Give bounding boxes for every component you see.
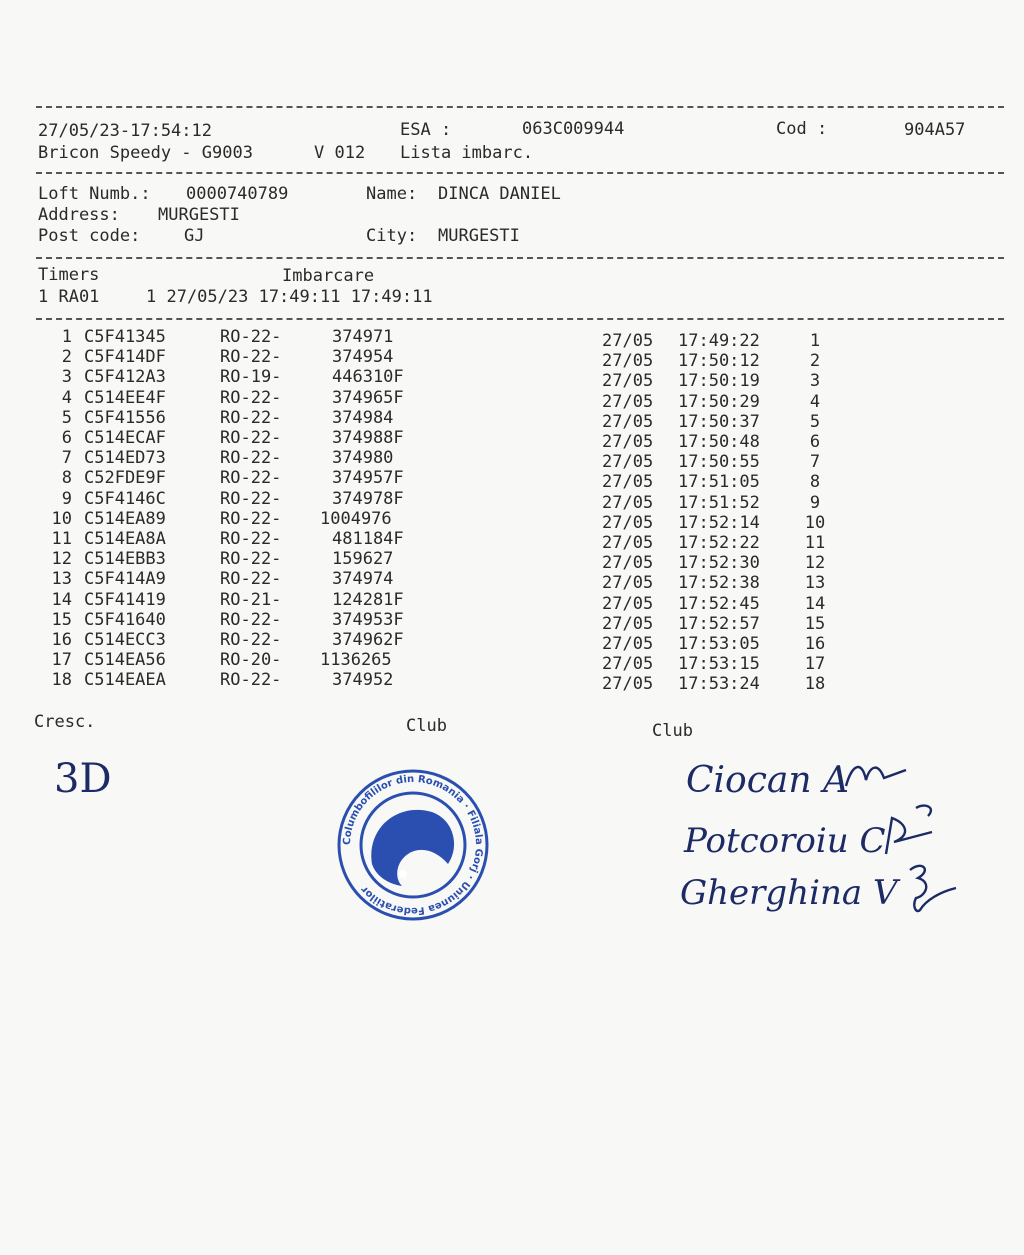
entry-chip: C514EA8A xyxy=(84,529,166,549)
svg-text:Columbofililor din Romania · F: Columbofililor din Romania · Filiala Gorj · Uniunea Federatiilor xyxy=(341,773,485,917)
entry-n: 4 xyxy=(61,387,72,408)
entry-chip: C5F41556 xyxy=(84,407,166,428)
entry-time: 17:52:38 xyxy=(678,573,760,594)
entry-date: 27/05 xyxy=(602,573,654,594)
entry-chip: C5F412A3 xyxy=(84,367,166,388)
table-row xyxy=(0,367,1024,392)
entry-chip: C514EE4F xyxy=(84,387,166,408)
entry-n: 2 xyxy=(61,347,72,368)
entry-n: 3 xyxy=(61,367,72,388)
entry-n: 15 xyxy=(51,609,72,630)
entry-ring: 374962F xyxy=(332,630,404,650)
handwritten-mark: 3D xyxy=(54,756,112,802)
entry-chip: C514EAEA xyxy=(84,670,166,691)
table-row xyxy=(0,508,1024,533)
entry-prefix: RO-22- xyxy=(220,670,282,691)
entry-time: 17:53:24 xyxy=(678,674,760,695)
table-row xyxy=(0,650,1024,675)
header-esa-label: ESA : xyxy=(400,120,452,140)
timer-values: 1 27/05/23 17:49:11 17:49:11 xyxy=(146,287,433,307)
table-row xyxy=(0,407,1024,432)
entry-prefix: RO-22- xyxy=(220,387,282,408)
entry-n: 6 xyxy=(61,428,72,448)
svg-text:Potcoroiu C: Potcoroiu C xyxy=(684,821,886,861)
entry-n: 9 xyxy=(61,488,72,509)
signature-gherghina xyxy=(676,852,966,926)
entry-date: 27/05 xyxy=(602,593,654,614)
header-esa-value: 063C009944 xyxy=(522,119,625,139)
entry-time: 17:51:52 xyxy=(678,492,760,513)
entry-ring: 374974 xyxy=(332,569,394,590)
entry-pos: 11 xyxy=(804,533,826,553)
entry-pos: 2 xyxy=(809,351,821,372)
post-code-value: GJ xyxy=(184,226,205,246)
entry-time: 17:50:29 xyxy=(678,391,760,412)
entry-n: 1 xyxy=(61,327,72,347)
entry-ring: 481184F xyxy=(332,529,404,549)
entry-prefix: RO-20- xyxy=(220,650,282,671)
svg-text:Ciocan A: Ciocan A xyxy=(686,760,849,801)
entry-ring: 124281F xyxy=(332,589,404,610)
entry-time: 17:49:22 xyxy=(678,331,760,351)
table-row xyxy=(0,670,1024,695)
entry-date: 27/05 xyxy=(602,472,654,493)
address-value: MURGESTI xyxy=(158,205,240,225)
table-row xyxy=(0,589,1024,614)
entry-ring: 374965F xyxy=(332,387,404,408)
entry-pos: 10 xyxy=(804,512,826,533)
table-row xyxy=(0,428,1024,452)
table-row xyxy=(0,630,1024,654)
entry-chip: C5F414DF xyxy=(84,347,166,368)
owner-name: DINCA DANIEL xyxy=(438,184,561,204)
entry-date: 27/05 xyxy=(602,634,654,654)
entry-prefix: RO-22- xyxy=(220,468,282,489)
entry-ring: 374988F xyxy=(332,428,404,448)
entry-pos: 16 xyxy=(804,634,826,654)
table-row xyxy=(0,488,1024,513)
entry-prefix: RO-22- xyxy=(220,428,282,448)
entry-chip: C514EA89 xyxy=(84,508,166,529)
entry-n: 7 xyxy=(61,448,72,469)
cresc-label: Cresc. xyxy=(34,712,96,732)
separator-loft xyxy=(36,257,1004,259)
header-cod-label: Cod : xyxy=(776,119,828,139)
entry-time: 17:51:05 xyxy=(678,472,760,493)
table-row xyxy=(0,609,1024,634)
entry-n: 13 xyxy=(51,569,72,590)
entry-ring: 159627 xyxy=(332,549,394,570)
table-row xyxy=(0,387,1024,412)
entry-pos: 3 xyxy=(809,371,821,392)
table-row xyxy=(0,529,1024,553)
entry-time: 17:52:22 xyxy=(678,533,760,553)
svg-text:Gherghina V: Gherghina V xyxy=(680,873,898,913)
entry-chip: C514EA56 xyxy=(84,650,166,671)
entry-n: 11 xyxy=(51,529,72,549)
entry-prefix: RO-22- xyxy=(220,529,282,549)
table-row xyxy=(0,468,1024,493)
entry-date: 27/05 xyxy=(602,331,654,351)
club-label-2: Club xyxy=(652,721,693,741)
entry-pos: 9 xyxy=(809,492,821,513)
entry-date: 27/05 xyxy=(602,452,654,473)
entry-chip: C52FDE9F xyxy=(84,468,166,489)
entry-pos: 15 xyxy=(804,613,826,634)
entry-time: 17:53:15 xyxy=(678,654,760,675)
entry-prefix: RO-22- xyxy=(220,609,282,630)
entry-n: 8 xyxy=(61,468,72,489)
entry-chip: C5F414A9 xyxy=(84,569,166,590)
entry-prefix: RO-22- xyxy=(220,407,282,428)
entry-time: 17:52:57 xyxy=(678,613,760,634)
entry-ring: 1004976 xyxy=(320,508,392,529)
name-label: Name: xyxy=(366,184,418,204)
entry-prefix: RO-22- xyxy=(220,347,282,368)
entry-n: 5 xyxy=(61,407,72,428)
entry-date: 27/05 xyxy=(602,674,654,695)
entry-pos: 8 xyxy=(809,472,821,493)
imbarcare-label: Imbarcare xyxy=(282,266,375,286)
table-row xyxy=(0,448,1024,473)
entry-date: 27/05 xyxy=(602,512,654,533)
header-list-title: Lista imbarc. xyxy=(400,143,534,163)
entry-pos: 1 xyxy=(809,331,821,351)
entry-time: 17:53:05 xyxy=(678,634,760,654)
club-stamp-seal xyxy=(336,768,490,922)
entry-chip: C5F41419 xyxy=(84,589,166,610)
entry-ring: 374957F xyxy=(332,468,404,489)
entry-prefix: RO-22- xyxy=(220,508,282,529)
entry-chip: C514EBB3 xyxy=(84,549,166,570)
entry-time: 17:50:55 xyxy=(678,452,760,473)
entry-pos: 13 xyxy=(804,573,826,594)
entry-date: 27/05 xyxy=(602,553,654,574)
entry-pos: 4 xyxy=(809,391,821,412)
table-row xyxy=(0,347,1024,372)
entry-ring: 374978F xyxy=(332,488,404,509)
entry-pos: 7 xyxy=(809,452,821,473)
entry-pos: 18 xyxy=(804,674,826,695)
entry-chip: C5F4146C xyxy=(84,488,166,509)
entry-pos: 12 xyxy=(804,553,826,574)
separator-timers xyxy=(36,318,1004,320)
entry-ring: 446310F xyxy=(332,367,404,388)
entry-pos: 5 xyxy=(809,411,821,432)
entry-chip: C514ED73 xyxy=(84,448,166,469)
timers-label: Timers xyxy=(38,265,100,285)
separator-header xyxy=(36,172,1004,174)
loft-label: Loft Numb.: xyxy=(38,184,151,204)
entry-time: 17:50:12 xyxy=(678,351,760,372)
entry-n: 10 xyxy=(51,508,72,529)
entry-time: 17:50:37 xyxy=(678,411,760,432)
entry-time: 17:52:30 xyxy=(678,553,760,574)
loft-number: 0000740789 xyxy=(186,184,289,204)
header-device: Bricon Speedy - G9003 xyxy=(38,143,253,163)
entry-prefix: RO-21- xyxy=(220,589,282,610)
entry-date: 27/05 xyxy=(602,613,654,634)
entry-chip: C5F41345 xyxy=(84,327,166,347)
entry-ring: 374954 xyxy=(332,347,394,368)
entry-n: 14 xyxy=(51,589,72,610)
entry-prefix: RO-22- xyxy=(220,448,282,469)
entry-date: 27/05 xyxy=(602,351,654,372)
entry-date: 27/05 xyxy=(602,533,654,553)
entry-date: 27/05 xyxy=(602,492,654,513)
entry-n: 12 xyxy=(51,549,72,570)
header-version: V 012 xyxy=(314,143,366,163)
entry-prefix: RO-22- xyxy=(220,488,282,509)
address-label: Address: xyxy=(38,205,120,225)
club-label-1: Club xyxy=(406,716,447,736)
entry-time: 17:52:14 xyxy=(678,512,760,533)
city-value: MURGESTI xyxy=(438,226,520,246)
entry-ring: 374971 xyxy=(332,327,394,347)
header-cod-value: 904A57 xyxy=(904,120,966,140)
entry-ring: 1136265 xyxy=(320,650,392,671)
entry-ring: 374952 xyxy=(332,670,394,691)
entry-n: 16 xyxy=(51,630,72,650)
entry-date: 27/05 xyxy=(602,391,654,412)
post-code-label: Post code: xyxy=(38,226,141,246)
separator-top xyxy=(36,106,1004,108)
entry-time: 17:50:19 xyxy=(678,371,760,392)
table-row xyxy=(0,327,1024,351)
entry-n: 17 xyxy=(51,650,72,671)
entry-time: 17:52:45 xyxy=(678,593,760,614)
entry-ring: 374980 xyxy=(332,448,394,469)
entry-pos: 14 xyxy=(804,593,826,614)
timer-id: 1 RA01 xyxy=(38,287,100,307)
entry-chip: C514ECC3 xyxy=(84,630,166,650)
entry-prefix: RO-22- xyxy=(220,630,282,650)
entry-pos: 6 xyxy=(809,432,821,452)
table-row xyxy=(0,549,1024,574)
entry-time: 17:50:48 xyxy=(678,432,760,452)
entry-ring: 374984 xyxy=(332,407,394,428)
entry-ring: 374953F xyxy=(332,609,404,630)
table-row xyxy=(0,569,1024,594)
entry-n: 18 xyxy=(51,670,72,691)
header-datetime: 27/05/23-17:54:12 xyxy=(38,121,212,141)
entry-prefix: RO-22- xyxy=(220,327,282,347)
entry-prefix: RO-19- xyxy=(220,367,282,388)
entry-date: 27/05 xyxy=(602,371,654,392)
entry-prefix: RO-22- xyxy=(220,569,282,590)
entry-chip: C5F41640 xyxy=(84,609,166,630)
entry-date: 27/05 xyxy=(602,411,654,432)
entry-date: 27/05 xyxy=(602,654,654,675)
entry-date: 27/05 xyxy=(602,432,654,452)
entry-pos: 17 xyxy=(804,654,826,675)
city-label: City: xyxy=(366,226,418,246)
entry-prefix: RO-22- xyxy=(220,549,282,570)
entry-chip: C514ECAF xyxy=(84,428,166,448)
